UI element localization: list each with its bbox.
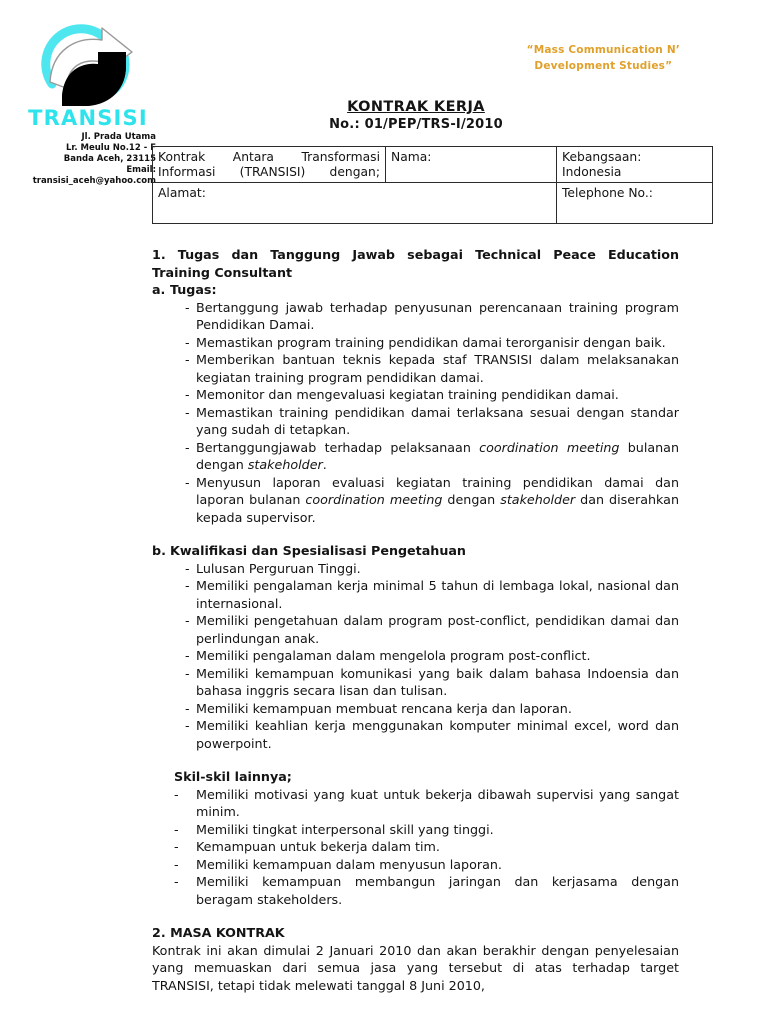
cell-nama[interactable]: Nama: [386,147,557,183]
cell-kontrak-antara: Kontrak Antara Transformasi Informasi (TRANSISI) dengan; [153,147,386,183]
party-details-table [152,146,713,224]
tagline-line-1: “Mass Communication N’ [526,44,680,56]
list-item: - Memiliki tingkat interpersonal skill yang tinggi. [152,821,679,839]
subsection-b-heading [152,542,679,560]
org-tagline [527,42,680,74]
subsection-a-marker: a. [152,282,166,297]
address-email-label: Email: [126,165,156,175]
list-item: - Memiliki pengalaman kerja minimal 5 tahun di lembaga lokal, nasional dan internasional. [152,577,679,612]
address-line-2: Lr. Meulu No.12 - F [65,143,156,153]
contract-body [152,246,679,994]
cell-kebangsaan [557,147,713,183]
tagline-line-2: Development Studies” [534,60,673,72]
kwalifikasi-list [152,560,679,753]
page-title: KONTRAK KERJA [347,99,485,115]
list-item: - Bertanggung jawab terhadap penyusunan perencanaan training program Pendidikan Damai. [152,299,679,334]
item-emphasis-1: coordination meeting [479,439,620,455]
kebangsaan-label: Kebangsaan: [562,150,642,164]
list-item: - Memiliki kemampuan dalam menyusun laporan. [152,856,679,874]
section-2-heading: 2. MASA KONTRAK [152,925,285,940]
item-emphasis-2: stakeholder [247,457,323,472]
list-item: - Memiliki kemampuan membuat rencana kerja dan laporan. [152,700,679,718]
list-item: - Lulusan Perguruan Tinggi. [152,560,679,578]
list-item [152,474,679,527]
item-emphasis-1: coordination meeting [305,492,443,507]
list-item: - Memastikan program training pendidikan damai terorganisir dengan baik. [152,334,679,352]
list-item: - Memberikan bantuan teknis kepada staf TRANSISI dalam melaksanakan kegiatan training program pendidikan damai. [152,351,679,386]
list-item: - Memonitor dan mengevaluasi kegiatan training pendidikan damai. [152,386,679,404]
letterhead [18,22,158,187]
section-1-heading: 1. Tugas dan Tanggung Jawab sebagai Technical Peace Education Training Consultant [152,247,679,280]
address-email-value: transisi_aceh@yahoo.com [32,176,156,186]
subsection-a-heading [152,281,679,299]
table-row [153,147,713,183]
address-line-1: Jl. Prada Utama [81,132,156,142]
skills-heading: Skil-skil lainnya; [174,769,292,784]
list-item: - Memastikan training pendidikan damai terlaksana sesuai dengan standar yang sudah di tetapkan. [152,404,679,439]
item-text-pre: Menyusun laporan evaluasi kegiatan training pendidikan damai dan laporan bulanan [196,474,679,507]
table-row [153,183,713,224]
document-number: No.: 01/PEP/TRS-I/2010 [329,117,503,132]
letterhead-address [18,132,158,187]
list-item: - Kemampuan untuk bekerja dalam tim. [152,838,679,856]
item-text-pre: Bertanggungjawab terhadap pelaksanaan [196,439,480,455]
list-item: - Memiliki motivasi yang kuat untuk bekerja dibawah supervisi yang sangat minim. [152,786,679,821]
item-emphasis-2: stakeholder [500,492,576,507]
list-item: - Memiliki pengalaman dalam mengelola program post-conflict. [152,647,679,665]
item-text-mid: bulanan dengan [196,439,679,472]
subsection-b-marker: b. [152,543,166,558]
item-text-post: . [322,457,327,472]
list-item [152,439,679,474]
subsection-b-label: Kwalifikasi dan Spesialisasi Pengetahuan [170,543,466,558]
list-item: - Memiliki pengetahuan dalam program post-conflict, pendidikan damai dan perlindungan anak. [152,612,679,647]
list-item: - Memiliki kemampuan komunikasi yang baik dalam bahasa Indoensia dan bahasa inggris secara lisan dan tulisan. [152,665,679,700]
logo-wordmark: TRANSISI [28,106,148,130]
transisi-arrow-logo-icon [32,22,144,110]
tugas-list [152,299,679,527]
address-line-3: Banda Aceh, 23115 [63,154,156,164]
cell-alamat[interactable]: Alamat: [153,183,557,224]
list-item: - Memiliki kemampuan membangun jaringan dan kerjasama dengan beragam stakeholders. [152,873,679,908]
cell-telephone[interactable]: Telephone No.: [557,183,713,224]
skills-list [152,786,679,909]
subsection-a-label: Tugas: [170,282,217,297]
document-title-block [152,99,680,132]
item-text-mid: dengan [442,492,501,507]
section-2-paragraph: Kontrak ini akan dimulai 2 Januari 2010 dan akan berakhir dengan penyelesaian yang memuaskan dari semua jasa yang tersebut di atas terhadap target TRANSISI, tetapi tidak melewati tanggal 8 Juni 2010, [152,942,679,993]
kebangsaan-value: Indonesia [562,165,622,179]
list-item: - Memiliki keahlian kerja menggunakan komputer minimal excel, word dan powerpoint. [152,717,679,752]
item-text-post: dan diserahkan kepada supervisor. [196,492,679,525]
